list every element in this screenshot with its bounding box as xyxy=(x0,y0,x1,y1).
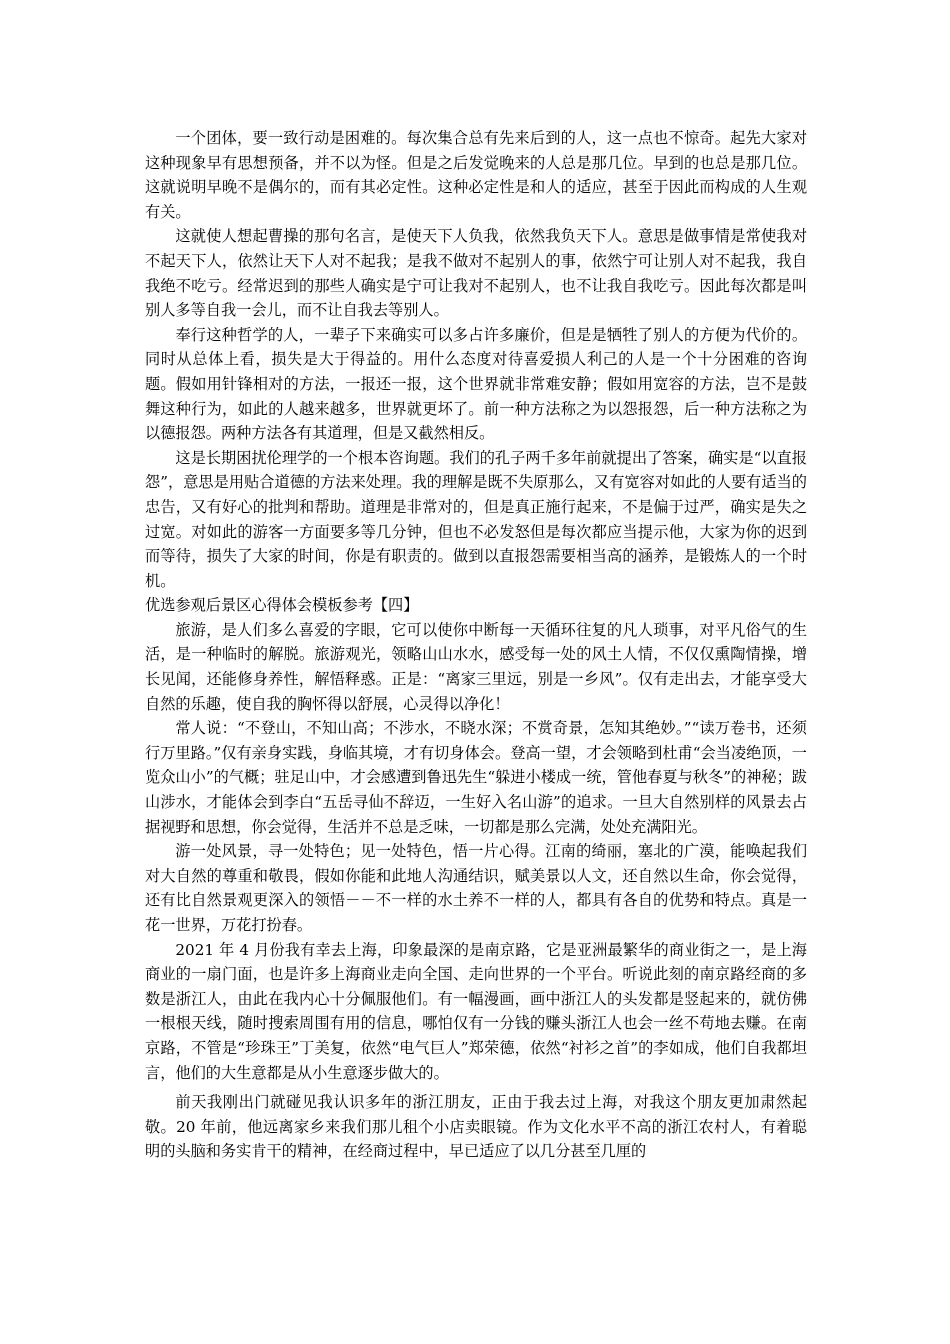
paragraph: 一个团体，要一致行动是困难的。每次集合总有先来后到的人，这一点也不惊奇。起先大家对这种现象早有思想预备，并不以为怪。但是之后发觉晚来的人总是那几位。早到的也总是那几位。这就说明早晚不是偶尔的，而有其必定性。这种必定性是和人的适应，甚至于因此而构成的人生观有关。 xyxy=(145,129,807,221)
paragraph: 这就使人想起曹操的那句名言，是使天下人负我，依然我负天下人。意思是做事情是常使我对不起天下人，依然让天下人对不起我；是我不做对不起别人的事，依然宁可让别人对不起我，我自我绝不吃亏。经常迟到的那些人确实是宁可让我对不起别人，也不让我自我吃亏。因此每次都是叫别人多等自我一会儿，而不让自我去等别人。 xyxy=(145,227,807,320)
section-heading: 优选参观后景区心得体会模板参考【四】 xyxy=(145,596,419,615)
paragraph: 前天我刚出门就碰见我认识多年的浙江朋友，正由于我去过上海，对我这个朋友更加肃然起敬。20 年前，他远离家乡来我们那儿租个小店卖眼镜。作为文化水平不高的浙江农村人，有着聪明的头脑和务实肯干的精神，在经商过程中，早已适应了以几分甚至几厘的 xyxy=(145,1093,807,1161)
document-body xyxy=(145,126,807,1164)
paragraph: 常人说：“不登山，不知山高；不涉水，不晓水深；不赏奇景，怎知其绝妙。”“读万卷书，还须行万里路。”仅有亲身实践，身临其境，才有切身体会。登高一望，才会领略到杜甫“会当凌绝顶，一览众山小”的气概；驻足山中，才会感遭到鲁迅先生“躲进小楼成一统，管他春夏与秋冬”的神秘；跋山涉水，才能体会到李白“五岳寻仙不辞迈，一生好入名山游”的追求。一旦大自然别样的风景去占据视野和思想，你会觉得，生活并不总是乏味，一切都是那么完满，处处充满阳光。 xyxy=(145,719,807,836)
paragraph: 这是长期困扰伦理学的一个根本咨询题。我们的孔子两千多年前就提出了答案，确实是“以直报怨”，意思是用贴合道德的方法来处理。我的理解是既不失原那么，又有宽容对如此的人要有适当的忠告，又有好心的批判和帮助。道理是非常对的，但是真正施行起来，不是偏于过严，确实是失之过宽。对如此的游客一方面要多等几分钟，但也不必发怒但是每次都应当提示他，大家为你的迟到而等待，损失了大家的时间，你是有职责的。做到以直报怨需要相当高的涵养，是锻炼人的一个时机。 xyxy=(145,448,807,590)
paragraph: 游一处风景，寻一处特色；见一处特色，悟一片心得。江南的绮丽，塞北的广漠，能唤起我们对大自然的尊重和敬畏，假如你能和此地人沟通结识，赋美景以人文，还自然以生命，你会觉得，还有比自然景观更深入的领悟－－不一样的水土养不一样的人，都具有各自的优势和特点。真是一花一世界，万花打扮春。 xyxy=(145,842,807,934)
paragraph: 旅游，是人们多么喜爱的字眼，它可以使你中断每一天循环往复的凡人琐事，对平凡俗气的生活，是一种临时的解脱。旅游观光，领略山山水水，感受每一处的风土人情，不仅仅熏陶情操，增长见闻，还能修身养性，解悟释惑。正是：“离家三里远，别是一乡风”。仅有走出去，才能享受大自然的乐趣，使自我的胸怀得以舒展，心灵得以净化！ xyxy=(145,620,807,713)
paragraph: 2021 年 4 月份我有幸去上海，印象最深的是南京路，它是亚洲最繁华的商业街之一，是上海商业的一扇门面，也是许多上海商业走向全国、走向世界的一个平台。听说此刻的南京路经商的多数是浙江人，由此在我内心十分佩服他们。有一幅漫画，画中浙江人的头发都是竖起来的，就仿佛一根根天线，随时搜索周围有用的信息，哪怕仅有一分钱的赚头浙江人也会一丝不苟地去赚。在南京路，不管是“珍珠王”丁美复，依然“电气巨人”郑荣德，依然“衬衫之首”的李如成，他们自我都坦言，他们的大生意都是从小生意逐步做大的。 xyxy=(145,940,807,1082)
paragraph: 奉行这种哲学的人，一辈子下来确实可以多占许多廉价，但是是牺牲了别人的方便为代价的。同时从总体上看，损失是大于得益的。用什么态度对待喜爱损人利己的人是一个十分困难的咨询题。假如用针锋相对的方法，一报还一报，这个世界就非常难安静；假如用宽容的方法，岂不是鼓舞这种行为，如此的人越来越多，世界就更坏了。前一种方法称之为以怨报怨，后一种方法称之为以德报怨。两种方法各有其道理，但是又截然相反。 xyxy=(145,325,807,443)
